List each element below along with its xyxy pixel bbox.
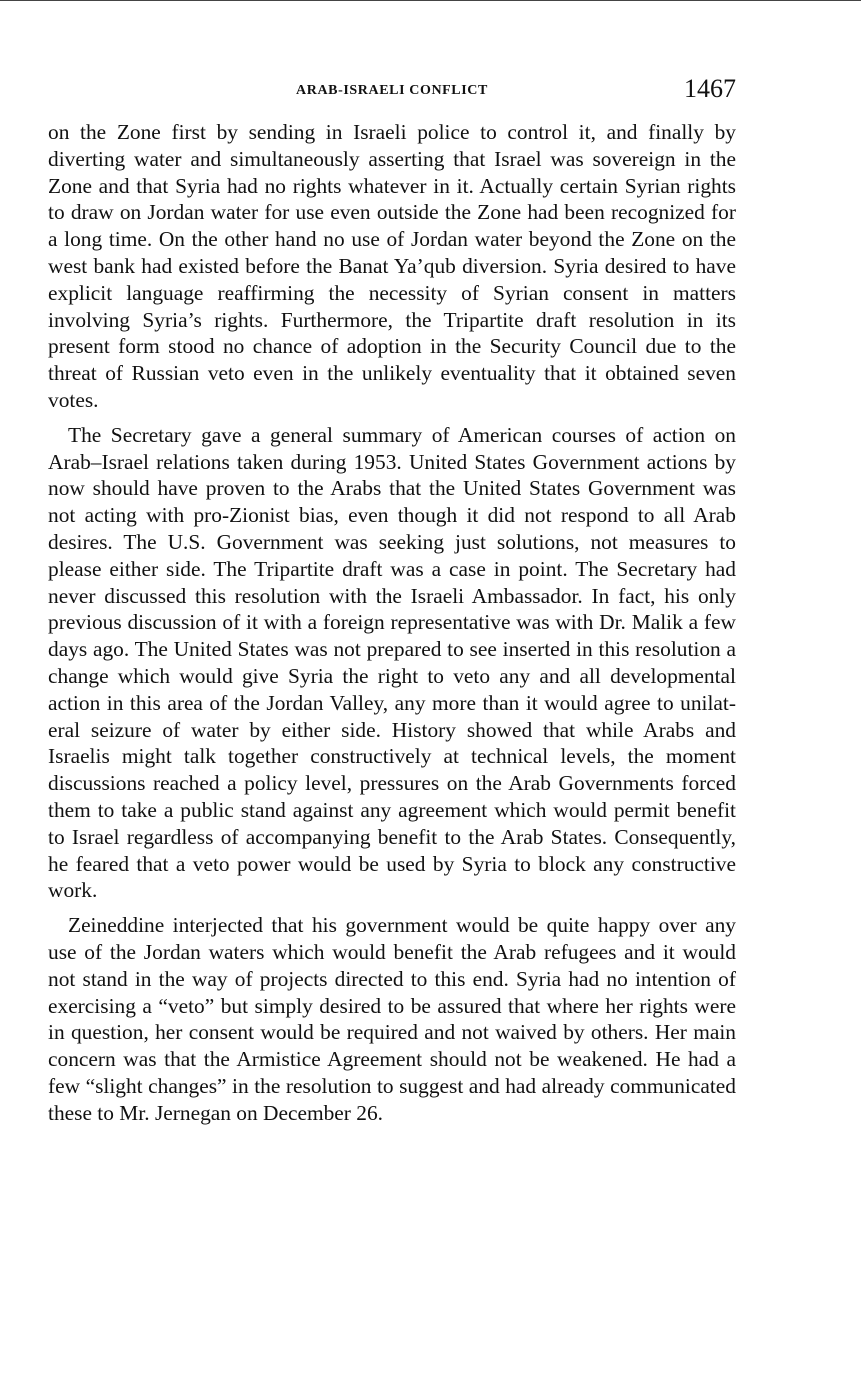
paragraph-zeineddine: Zeineddine interjected that his government would be quite happy over any use of the Jordan waters which would benefit the Arab refugees and it would not stand in the way of projects directed to this end. Syria had no intention of exercising a “veto” but simply desired to be assured that where her rights were in question, her consent would be required and not waived by others. Her main concern was that the Armistice Agreement should not be weakened. He had a few “slight changes” in the resolution to suggest and had already communicated these to Mr. Jernegan on December 26. [48, 913, 736, 1125]
paragraph-continued: on the Zone first by sending in Israeli police to control it, and finally by diverting water and simultaneously asserting that Israel was sovereign in the Zone and that Syria had no rights whatever in it. Actually certain Syrian rights to draw on Jordan water for use even outside the Zone had been recognized for a long time. On the other hand no use of Jordan water beyond the Zone on the west bank had existed before the Banat Ya’qub diversion. Syria desired to have explicit language reaffirming the necessity of Syrian consent in matters involving Syria’s rights. Furthermore, the Tripartite draft resolution in its present form stood no chance of adoption in the Security Council due to the threat of Russian veto even in the unlikely eventuality that it obtained seven votes. [48, 120, 736, 412]
page-header [48, 74, 736, 108]
page-top-rule [0, 0, 861, 1]
page-number: 1467 [684, 74, 736, 103]
body-text [48, 119, 736, 1134]
running-head: ARAB-ISRAELI CONFLICT [296, 83, 488, 98]
paragraph-secretary-summary: The Secretary gave a general summary of American courses of action on Arab–Israel relations taken during 1953. United States Government actions by now should have proven to the Arabs that the United States Government was not acting with pro-Zionist bias, even though it did not respond to all Arab desires. The U.S. Government was seeking just solutions, not measures to please either side. The Tripartite draft was a case in point. The Secretary had never discussed this resolution with the Israeli Ambassador. In fact, his only previous discussion of it with a foreign representative was with Dr. Malik a few days ago. The United States was not prepared to see inserted in this resolution a change which would give Syria the right to veto any and all developmental action in this area of the Jordan Valley, any more than it would agree to unilateral seizure of water by either side. History showed that while Arabs and Israelis might talk together constructively at technical levels, the moment discussions reached a policy level, pressures on the Arab Governments forced them to take a public stand against any agreement which would permit benefit to Israel regardless of accompanying benefit to the Arab States. Consequently, he feared that a veto power would be used by Syria to block any constructive work. [48, 422, 736, 903]
